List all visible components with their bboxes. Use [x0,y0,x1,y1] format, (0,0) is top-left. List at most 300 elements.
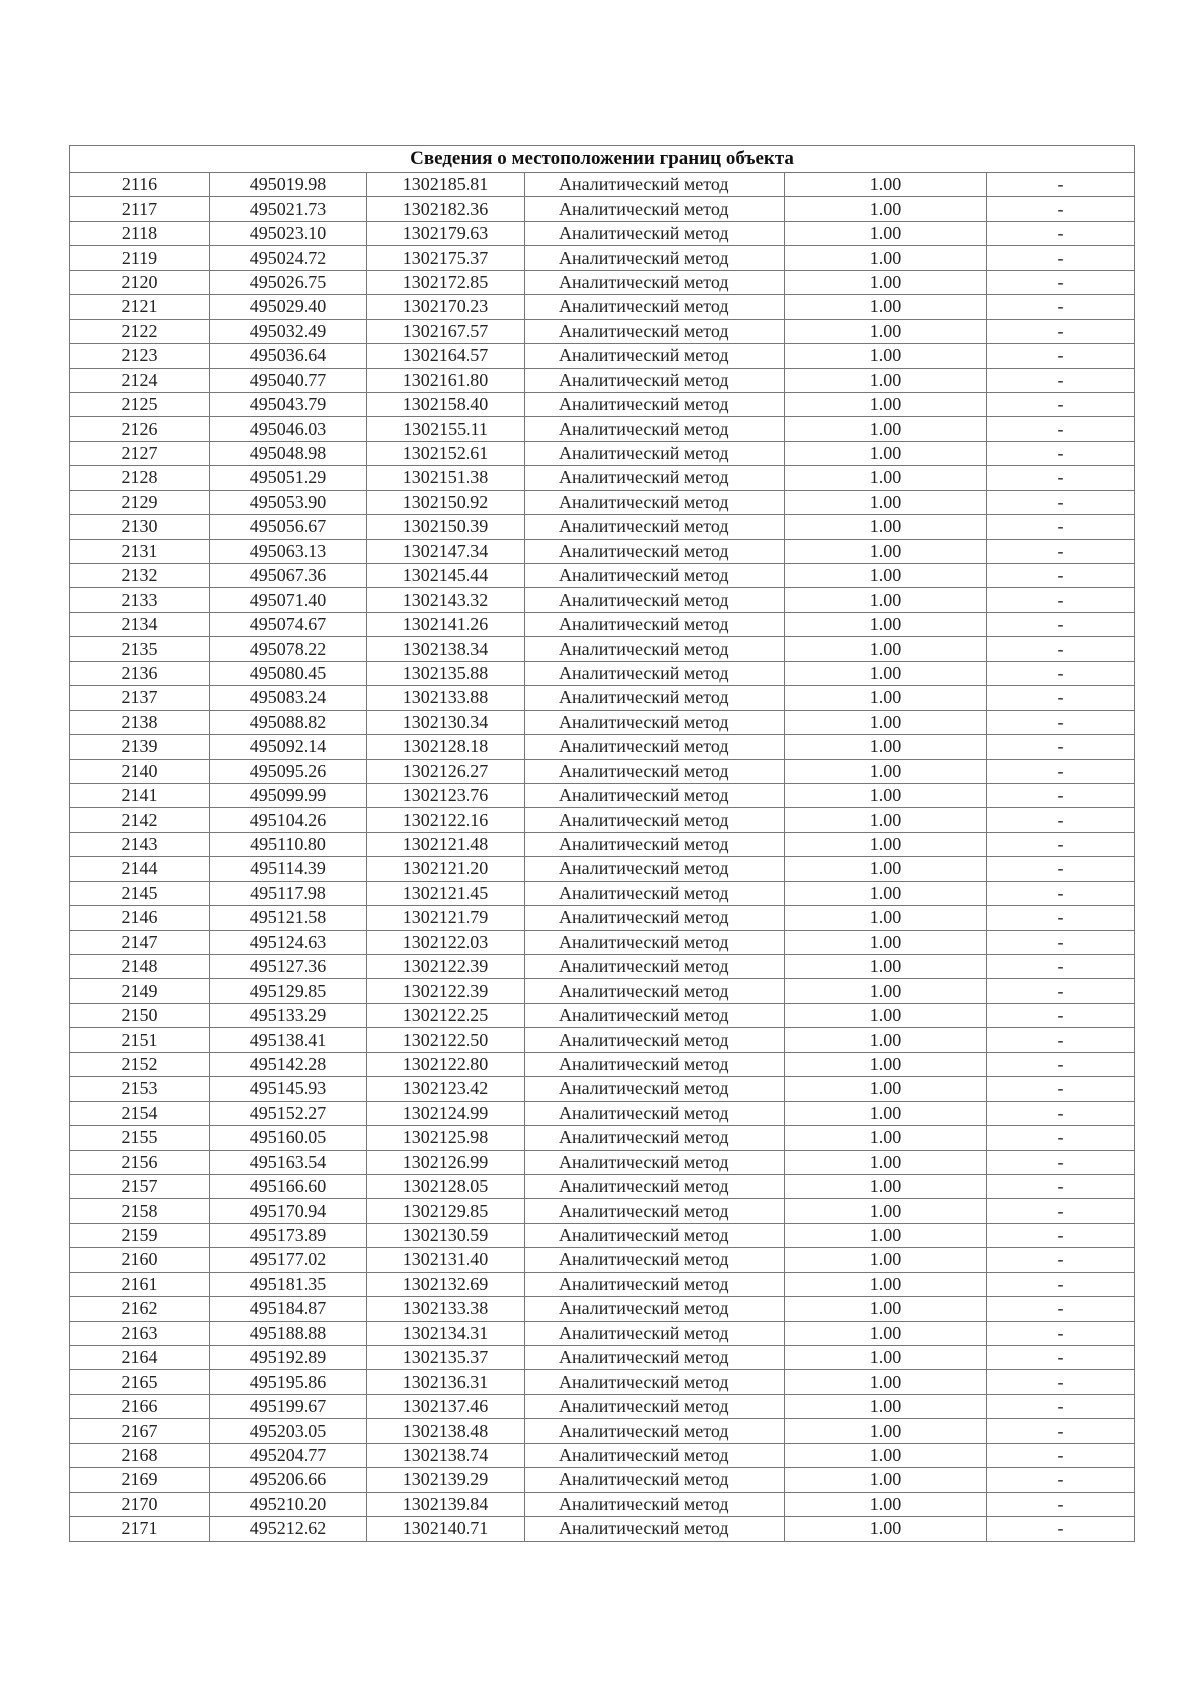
x-coordinate-cell: 495056.67 [210,515,367,539]
x-coordinate-cell: 495145.93 [210,1077,367,1101]
table-row [70,759,1135,783]
description-cell: - [987,368,1135,392]
table-row [70,930,1135,954]
x-coordinate-cell: 495177.02 [210,1248,367,1272]
description-cell: - [987,417,1135,441]
method-cell: Аналитический метод [525,466,785,490]
x-coordinate-cell: 495152.27 [210,1101,367,1125]
table-row [70,808,1135,832]
method-cell: Аналитический метод [525,710,785,734]
y-coordinate-cell: 1302138.48 [367,1419,525,1443]
method-cell: Аналитический метод [525,1126,785,1150]
point-number-cell: 2156 [70,1150,210,1174]
y-coordinate-cell: 1302182.36 [367,197,525,221]
x-coordinate-cell: 495204.77 [210,1443,367,1467]
x-coordinate-cell: 495127.36 [210,955,367,979]
accuracy-cell: 1.00 [785,1174,987,1198]
method-cell: Аналитический метод [525,319,785,343]
y-coordinate-cell: 1302150.92 [367,490,525,514]
table-body [70,173,1135,1542]
x-coordinate-cell: 495114.39 [210,857,367,881]
accuracy-cell: 1.00 [785,588,987,612]
description-cell: - [987,612,1135,636]
point-number-cell: 2142 [70,808,210,832]
accuracy-cell: 1.00 [785,808,987,832]
x-coordinate-cell: 495195.86 [210,1370,367,1394]
y-coordinate-cell: 1302135.88 [367,661,525,685]
accuracy-cell: 1.00 [785,1077,987,1101]
point-number-cell: 2159 [70,1223,210,1247]
point-number-cell: 2166 [70,1394,210,1418]
x-coordinate-cell: 495040.77 [210,368,367,392]
x-coordinate-cell: 495063.13 [210,539,367,563]
description-cell: - [987,392,1135,416]
table-row [70,539,1135,563]
method-cell: Аналитический метод [525,1370,785,1394]
y-coordinate-cell: 1302133.38 [367,1297,525,1321]
description-cell: - [987,1052,1135,1076]
accuracy-cell: 1.00 [785,221,987,245]
point-number-cell: 2141 [70,783,210,807]
x-coordinate-cell: 495210.20 [210,1492,367,1516]
method-cell: Аналитический метод [525,1003,785,1027]
x-coordinate-cell: 495163.54 [210,1150,367,1174]
description-cell: - [987,344,1135,368]
x-coordinate-cell: 495074.67 [210,612,367,636]
description-cell: - [987,1028,1135,1052]
x-coordinate-cell: 495019.98 [210,173,367,197]
y-coordinate-cell: 1302138.34 [367,637,525,661]
description-cell: - [987,490,1135,514]
point-number-cell: 2168 [70,1443,210,1467]
y-coordinate-cell: 1302134.31 [367,1321,525,1345]
accuracy-cell: 1.00 [785,1223,987,1247]
y-coordinate-cell: 1302158.40 [367,392,525,416]
description-cell: - [987,1174,1135,1198]
table-row [70,564,1135,588]
y-coordinate-cell: 1302122.39 [367,979,525,1003]
table-row [70,1370,1135,1394]
point-number-cell: 2165 [70,1370,210,1394]
description-cell: - [987,1443,1135,1467]
y-coordinate-cell: 1302122.39 [367,955,525,979]
point-number-cell: 2152 [70,1052,210,1076]
point-number-cell: 2139 [70,735,210,759]
method-cell: Аналитический метод [525,515,785,539]
x-coordinate-cell: 495173.89 [210,1223,367,1247]
accuracy-cell: 1.00 [785,1468,987,1492]
method-cell: Аналитический метод [525,1394,785,1418]
x-coordinate-cell: 495026.75 [210,270,367,294]
method-cell: Аналитический метод [525,1272,785,1296]
method-cell: Аналитический метод [525,759,785,783]
method-cell: Аналитический метод [525,735,785,759]
y-coordinate-cell: 1302167.57 [367,319,525,343]
accuracy-cell: 1.00 [785,1150,987,1174]
y-coordinate-cell: 1302132.69 [367,1272,525,1296]
y-coordinate-cell: 1302125.98 [367,1126,525,1150]
x-coordinate-cell: 495032.49 [210,319,367,343]
table-row [70,979,1135,1003]
accuracy-cell: 1.00 [785,857,987,881]
accuracy-cell: 1.00 [785,1394,987,1418]
description-cell: - [987,1394,1135,1418]
y-coordinate-cell: 1302129.85 [367,1199,525,1223]
method-cell: Аналитический метод [525,246,785,270]
point-number-cell: 2122 [70,319,210,343]
description-cell: - [987,1003,1135,1027]
point-number-cell: 2131 [70,539,210,563]
description-cell: - [987,783,1135,807]
method-cell: Аналитический метод [525,1468,785,1492]
table-row [70,881,1135,905]
x-coordinate-cell: 495160.05 [210,1126,367,1150]
description-cell: - [987,930,1135,954]
table-row [70,295,1135,319]
table-row [70,1419,1135,1443]
accuracy-cell: 1.00 [785,1492,987,1516]
accuracy-cell: 1.00 [785,1370,987,1394]
description-cell: - [987,710,1135,734]
point-number-cell: 2171 [70,1517,210,1541]
x-coordinate-cell: 495099.99 [210,783,367,807]
table-row [70,392,1135,416]
point-number-cell: 2118 [70,221,210,245]
point-number-cell: 2147 [70,930,210,954]
x-coordinate-cell: 495181.35 [210,1272,367,1296]
point-number-cell: 2153 [70,1077,210,1101]
table-row [70,441,1135,465]
point-number-cell: 2136 [70,661,210,685]
table-row [70,1443,1135,1467]
method-cell: Аналитический метод [525,344,785,368]
y-coordinate-cell: 1302170.23 [367,295,525,319]
y-coordinate-cell: 1302126.99 [367,1150,525,1174]
y-coordinate-cell: 1302155.11 [367,417,525,441]
y-coordinate-cell: 1302133.88 [367,686,525,710]
table-row [70,1346,1135,1370]
x-coordinate-cell: 495078.22 [210,637,367,661]
method-cell: Аналитический метод [525,979,785,1003]
point-number-cell: 2144 [70,857,210,881]
point-number-cell: 2126 [70,417,210,441]
accuracy-cell: 1.00 [785,759,987,783]
x-coordinate-cell: 495166.60 [210,1174,367,1198]
accuracy-cell: 1.00 [785,564,987,588]
table-row [70,735,1135,759]
point-number-cell: 2154 [70,1101,210,1125]
method-cell: Аналитический метод [525,930,785,954]
table-row [70,686,1135,710]
y-coordinate-cell: 1302124.99 [367,1101,525,1125]
table-row [70,466,1135,490]
accuracy-cell: 1.00 [785,1003,987,1027]
point-number-cell: 2169 [70,1468,210,1492]
method-cell: Аналитический метод [525,1101,785,1125]
accuracy-cell: 1.00 [785,735,987,759]
table-row [70,710,1135,734]
accuracy-cell: 1.00 [785,710,987,734]
accuracy-cell: 1.00 [785,417,987,441]
x-coordinate-cell: 495188.88 [210,1321,367,1345]
method-cell: Аналитический метод [525,661,785,685]
method-cell: Аналитический метод [525,490,785,514]
point-number-cell: 2150 [70,1003,210,1027]
y-coordinate-cell: 1302121.45 [367,881,525,905]
description-cell: - [987,1346,1135,1370]
description-cell: - [987,1321,1135,1345]
point-number-cell: 2167 [70,1419,210,1443]
description-cell: - [987,270,1135,294]
point-number-cell: 2164 [70,1346,210,1370]
method-cell: Аналитический метод [525,588,785,612]
accuracy-cell: 1.00 [785,979,987,1003]
description-cell: - [987,955,1135,979]
y-coordinate-cell: 1302151.38 [367,466,525,490]
table-row [70,857,1135,881]
y-coordinate-cell: 1302140.71 [367,1517,525,1541]
method-cell: Аналитический метод [525,1174,785,1198]
y-coordinate-cell: 1302141.26 [367,612,525,636]
table-row [70,588,1135,612]
table-row [70,1492,1135,1516]
table-row [70,612,1135,636]
description-cell: - [987,1517,1135,1541]
point-number-cell: 2157 [70,1174,210,1198]
y-coordinate-cell: 1302122.16 [367,808,525,832]
table-row [70,1223,1135,1247]
x-coordinate-cell: 495124.63 [210,930,367,954]
point-number-cell: 2133 [70,588,210,612]
point-number-cell: 2145 [70,881,210,905]
y-coordinate-cell: 1302123.76 [367,783,525,807]
method-cell: Аналитический метод [525,1297,785,1321]
method-cell: Аналитический метод [525,197,785,221]
method-cell: Аналитический метод [525,1443,785,1467]
y-coordinate-cell: 1302138.74 [367,1443,525,1467]
table-row [70,661,1135,685]
accuracy-cell: 1.00 [785,344,987,368]
point-number-cell: 2160 [70,1248,210,1272]
accuracy-cell: 1.00 [785,881,987,905]
table-row [70,1126,1135,1150]
description-cell: - [987,637,1135,661]
x-coordinate-cell: 495029.40 [210,295,367,319]
y-coordinate-cell: 1302128.05 [367,1174,525,1198]
y-coordinate-cell: 1302135.37 [367,1346,525,1370]
point-number-cell: 2158 [70,1199,210,1223]
method-cell: Аналитический метод [525,1492,785,1516]
point-number-cell: 2125 [70,392,210,416]
method-cell: Аналитический метод [525,270,785,294]
y-coordinate-cell: 1302130.34 [367,710,525,734]
point-number-cell: 2116 [70,173,210,197]
accuracy-cell: 1.00 [785,441,987,465]
description-cell: - [987,588,1135,612]
method-cell: Аналитический метод [525,857,785,881]
method-cell: Аналитический метод [525,1028,785,1052]
table-row [70,1468,1135,1492]
x-coordinate-cell: 495199.67 [210,1394,367,1418]
description-cell: - [987,295,1135,319]
x-coordinate-cell: 495170.94 [210,1199,367,1223]
y-coordinate-cell: 1302123.42 [367,1077,525,1101]
method-cell: Аналитический метод [525,368,785,392]
table-row [70,319,1135,343]
method-cell: Аналитический метод [525,221,785,245]
accuracy-cell: 1.00 [785,637,987,661]
description-cell: - [987,1272,1135,1296]
y-coordinate-cell: 1302150.39 [367,515,525,539]
table-row [70,1297,1135,1321]
x-coordinate-cell: 495121.58 [210,906,367,930]
table-row [70,783,1135,807]
accuracy-cell: 1.00 [785,955,987,979]
accuracy-cell: 1.00 [785,515,987,539]
table-row [70,515,1135,539]
x-coordinate-cell: 495203.05 [210,1419,367,1443]
table-row [70,955,1135,979]
y-coordinate-cell: 1302121.20 [367,857,525,881]
method-cell: Аналитический метод [525,881,785,905]
y-coordinate-cell: 1302143.32 [367,588,525,612]
point-number-cell: 2162 [70,1297,210,1321]
description-cell: - [987,832,1135,856]
accuracy-cell: 1.00 [785,1101,987,1125]
accuracy-cell: 1.00 [785,246,987,270]
table-row [70,1272,1135,1296]
x-coordinate-cell: 495104.26 [210,808,367,832]
description-cell: - [987,661,1135,685]
point-number-cell: 2124 [70,368,210,392]
accuracy-cell: 1.00 [785,490,987,514]
table-row [70,173,1135,197]
accuracy-cell: 1.00 [785,270,987,294]
point-number-cell: 2163 [70,1321,210,1345]
point-number-cell: 2155 [70,1126,210,1150]
method-cell: Аналитический метод [525,1321,785,1345]
description-cell: - [987,735,1135,759]
method-cell: Аналитический метод [525,1077,785,1101]
y-coordinate-cell: 1302122.25 [367,1003,525,1027]
description-cell: - [987,881,1135,905]
table-title-row [70,146,1135,173]
y-coordinate-cell: 1302175.37 [367,246,525,270]
point-number-cell: 2130 [70,515,210,539]
point-number-cell: 2135 [70,637,210,661]
x-coordinate-cell: 495142.28 [210,1052,367,1076]
accuracy-cell: 1.00 [785,368,987,392]
description-cell: - [987,808,1135,832]
description-cell: - [987,246,1135,270]
x-coordinate-cell: 495184.87 [210,1297,367,1321]
description-cell: - [987,1199,1135,1223]
x-coordinate-cell: 495206.66 [210,1468,367,1492]
accuracy-cell: 1.00 [785,1126,987,1150]
description-cell: - [987,539,1135,563]
point-number-cell: 2137 [70,686,210,710]
table-row [70,1199,1135,1223]
accuracy-cell: 1.00 [785,930,987,954]
y-coordinate-cell: 1302121.48 [367,832,525,856]
x-coordinate-cell: 495067.36 [210,564,367,588]
method-cell: Аналитический метод [525,564,785,588]
accuracy-cell: 1.00 [785,1517,987,1541]
x-coordinate-cell: 495192.89 [210,1346,367,1370]
y-coordinate-cell: 1302128.18 [367,735,525,759]
y-coordinate-cell: 1302122.03 [367,930,525,954]
x-coordinate-cell: 495023.10 [210,221,367,245]
accuracy-cell: 1.00 [785,612,987,636]
table-row [70,1248,1135,1272]
accuracy-cell: 1.00 [785,686,987,710]
y-coordinate-cell: 1302122.80 [367,1052,525,1076]
table-row [70,1003,1135,1027]
method-cell: Аналитический метод [525,955,785,979]
x-coordinate-cell: 495110.80 [210,832,367,856]
method-cell: Аналитический метод [525,686,785,710]
y-coordinate-cell: 1302131.40 [367,1248,525,1272]
description-cell: - [987,906,1135,930]
method-cell: Аналитический метод [525,441,785,465]
description-cell: - [987,441,1135,465]
y-coordinate-cell: 1302130.59 [367,1223,525,1247]
method-cell: Аналитический метод [525,1517,785,1541]
method-cell: Аналитический метод [525,612,785,636]
y-coordinate-cell: 1302122.50 [367,1028,525,1052]
point-number-cell: 2148 [70,955,210,979]
accuracy-cell: 1.00 [785,173,987,197]
method-cell: Аналитический метод [525,539,785,563]
accuracy-cell: 1.00 [785,1443,987,1467]
table-row [70,1174,1135,1198]
point-number-cell: 2134 [70,612,210,636]
point-number-cell: 2151 [70,1028,210,1052]
description-cell: - [987,197,1135,221]
description-cell: - [987,319,1135,343]
accuracy-cell: 1.00 [785,1052,987,1076]
x-coordinate-cell: 495138.41 [210,1028,367,1052]
table-row [70,490,1135,514]
table-row [70,417,1135,441]
description-cell: - [987,759,1135,783]
accuracy-cell: 1.00 [785,319,987,343]
x-coordinate-cell: 495071.40 [210,588,367,612]
point-number-cell: 2149 [70,979,210,1003]
x-coordinate-cell: 495092.14 [210,735,367,759]
description-cell: - [987,1297,1135,1321]
y-coordinate-cell: 1302161.80 [367,368,525,392]
x-coordinate-cell: 495117.98 [210,881,367,905]
accuracy-cell: 1.00 [785,1248,987,1272]
point-number-cell: 2140 [70,759,210,783]
y-coordinate-cell: 1302147.34 [367,539,525,563]
x-coordinate-cell: 495043.79 [210,392,367,416]
table-row [70,344,1135,368]
x-coordinate-cell: 495212.62 [210,1517,367,1541]
table-row [70,368,1135,392]
table-row [70,1150,1135,1174]
y-coordinate-cell: 1302179.63 [367,221,525,245]
method-cell: Аналитический метод [525,1346,785,1370]
method-cell: Аналитический метод [525,295,785,319]
x-coordinate-cell: 495083.24 [210,686,367,710]
table-row [70,1077,1135,1101]
method-cell: Аналитический метод [525,392,785,416]
description-cell: - [987,1492,1135,1516]
table-row [70,1321,1135,1345]
description-cell: - [987,1419,1135,1443]
